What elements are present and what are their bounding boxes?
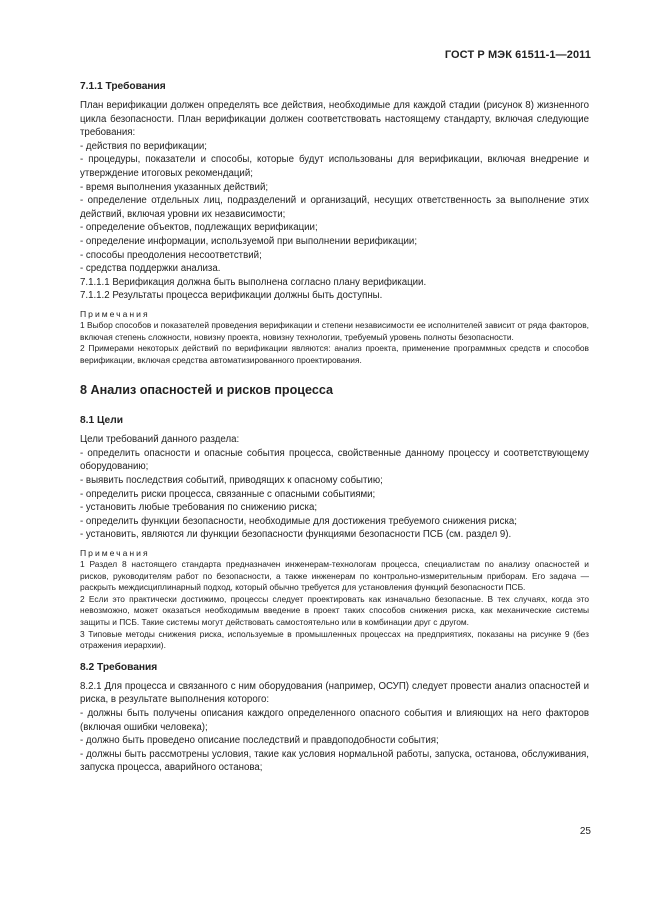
list-item: - должны быть получены описания каждого определенного опасного события и влияющих на него факторов (включая ошибки человека); xyxy=(80,707,589,733)
list-item: - должны быть рассмотрены условия, такие как условия нормальной работы, запуска, останова, обслуживания, запуска процесса, аварийного останова; xyxy=(80,748,589,774)
section-7-1-1-intro: План верификации должен определять все действия, необходимые для каждой стадии (рисунок 8) жизненного цикла безопасности. План верификации должен соответствовать настоящему стандарту, включая следующие требования: xyxy=(80,100,589,139)
note-1: 1 Раздел 8 настоящего стандарта предназначен инженерам-технологам процесса, специалистам по анализу опасностей и рисков, руководителям работ по безопасности, а также инженерам по контрольно-измерительным приборам. Его задача — раскрыть междисциплинарный подход, который обычно требуется для установления функций безопасности ПСБ. xyxy=(80,559,589,593)
paragraph-7-1-1-1: 7.1.1.1 Верификация должна быть выполнена согласно плану верификации. xyxy=(80,276,427,288)
list-item: - выявить последствия событий, приводящих к опасному событию; xyxy=(80,475,383,487)
list-item: - средства поддержки анализа. xyxy=(80,263,221,275)
list-item: - определить риски процесса, связанные с опасными событиями; xyxy=(80,488,376,500)
list-item: - определение объектов, подлежащих верификации; xyxy=(80,222,318,234)
list-item: - определение информации, используемой при выполнении верификации; xyxy=(80,235,418,247)
list-item: - определение отдельных лиц, подразделений и организаций, несущих ответственность за выполнение этих действий, включая уровни их независимости; xyxy=(80,195,589,220)
document-header: ГОСТ Р МЭК 61511-1—2011 xyxy=(444,49,591,61)
note-1: 1 Выбор способов и показателей проведения верификации и степени независимости ее исполнителей зависит от ряда факторов, включая степень сложности, новизну проекта, новизну технологии, требуемый уровень полноты безопасности. xyxy=(80,319,589,342)
paragraph-8-2-1: 8.2.1 Для процесса и связанного с ним оборудования (например, ОСУП) следует провести анализ опасностей и риска, в результате выполнения которого: xyxy=(80,680,589,706)
notes-heading: Примечания xyxy=(80,548,150,559)
note-2: 2 Если это практически достижимо, процессы следует проектировать как изначально безопасные. В тех случаях, когда это невозможно, может оказаться необходимым введение в проект таких способов снижения риска, как механические системы защиты и ПСБ. Такие системы могут действовать самостоятельно или в комбинации друг с другом. xyxy=(80,593,589,627)
section-7-1-1-title: 7.1.1 Требования xyxy=(80,81,166,92)
section-8-title: 8 Анализ опасностей и рисков процесса xyxy=(80,383,334,398)
section-8-2-title: 8.2 Требования xyxy=(80,661,158,673)
list-item: - установить любые требования по снижению риска; xyxy=(80,502,318,514)
list-item: - время выполнения указанных действий; xyxy=(80,181,269,193)
list-item: - установить, являются ли функции безопасности функциями безопасности ПСБ (см. раздел 9). xyxy=(80,529,512,541)
list-item: - определить опасности и опасные события процесса, свойственные данному процессу и соответствующему оборудованию; xyxy=(80,447,589,473)
list-item: - должно быть проведено описание последствий и правдоподобности события; xyxy=(80,735,439,747)
list-item: - действия по верификации; xyxy=(80,140,207,152)
list-item: - процедуры, показатели и способы, которые будут использованы для верификации, включая внедрение и утверждение итоговых рекомендаций; xyxy=(80,154,589,179)
page-content xyxy=(80,80,589,775)
note-2: 2 Примерами некоторых действий по верификации являются: анализ проекта, применение программных средств и способов верификации, включая средства автоматизированного проектирования. xyxy=(80,343,589,365)
page-number: 25 xyxy=(579,826,591,837)
list-item: - определить функции безопасности, необходимые для достижения требуемого снижения риска; xyxy=(80,515,517,527)
notes-heading: Примечания xyxy=(80,308,150,319)
note-3: 3 Типовые методы снижения риска, используемые в промышленных процессах на предприятиях, показаны на рисунке 9 (без отражения иерархии). xyxy=(80,628,589,651)
section-8-1-intro: Цели требований данного раздела: xyxy=(80,434,240,446)
paragraph-7-1-1-2: 7.1.1.2 Результаты процесса верификации должны быть доступны. xyxy=(80,290,383,302)
section-8-1-title: 8.1 Цели xyxy=(80,415,123,427)
list-item: - способы преодоления несоответствий; xyxy=(80,249,262,261)
